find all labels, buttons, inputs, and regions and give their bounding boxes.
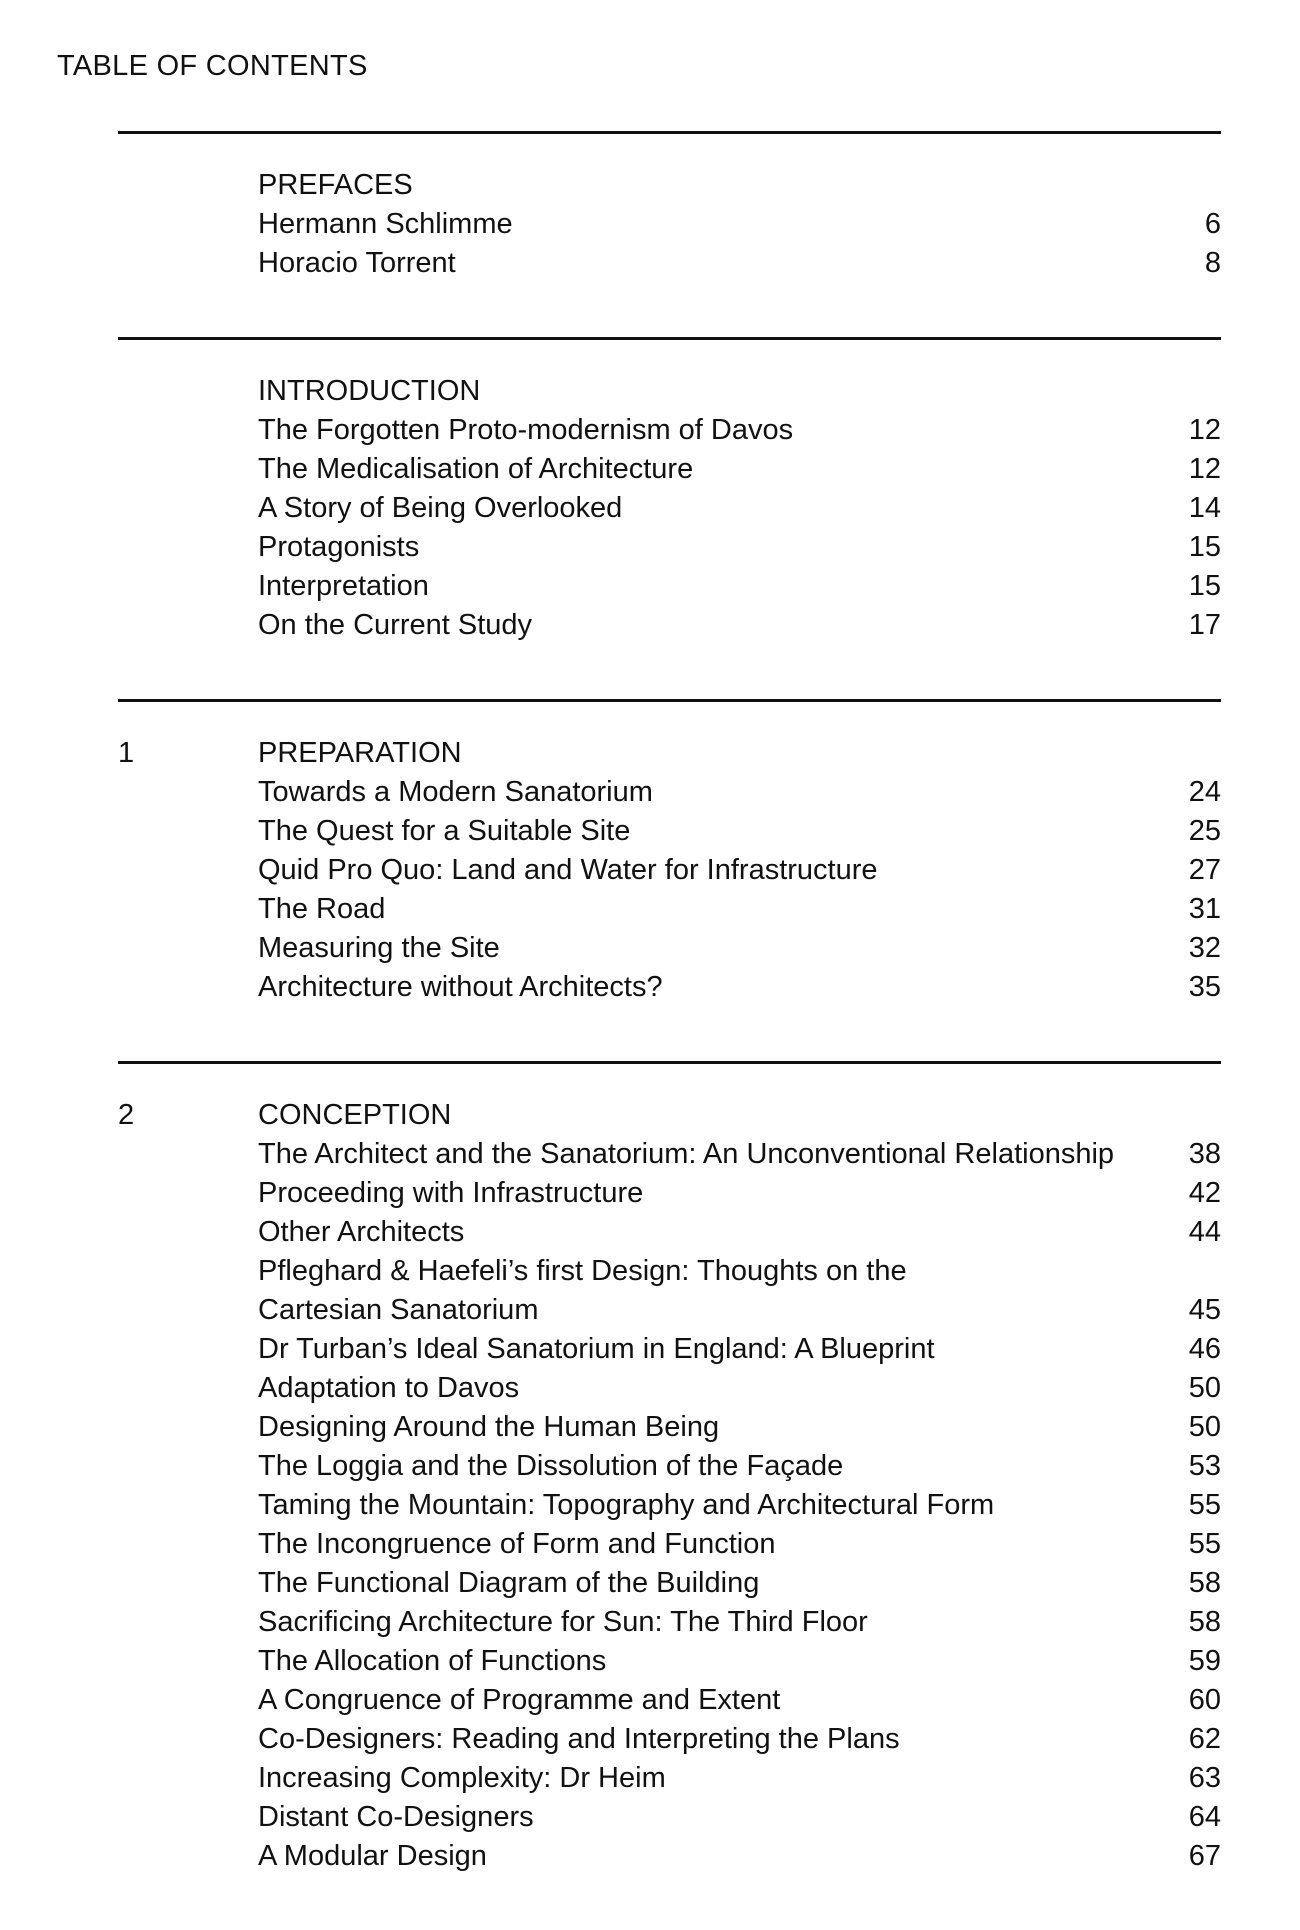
- entry-title: Designing Around the Human Being: [258, 1411, 720, 1443]
- entry-page-number: 60: [1188, 1684, 1221, 1716]
- section-number: [118, 166, 258, 205]
- toc-entry[interactable]: [118, 244, 1221, 283]
- section-title: PREPARATION: [258, 737, 462, 769]
- toc-entry[interactable]: [118, 929, 1221, 968]
- entry-title: Other Architects: [258, 1216, 465, 1248]
- section-number: 1: [118, 737, 135, 769]
- section-title: PREFACES: [258, 169, 413, 201]
- section-number: [118, 372, 258, 411]
- entry-title: Measuring the Site: [258, 932, 500, 964]
- entry-title: The Allocation of Functions: [258, 1645, 607, 1677]
- toc-entry[interactable]: [118, 968, 1221, 1007]
- toc-entry[interactable]: [118, 411, 1221, 450]
- entry-page-number: 55: [1188, 1489, 1221, 1521]
- toc-entry[interactable]: [118, 606, 1221, 645]
- entry-title: Architecture without Architects?: [258, 971, 663, 1003]
- entry-page-number: 8: [1204, 247, 1221, 279]
- entry-title: Proceeding with Infrastructure: [258, 1177, 644, 1209]
- entry-page-number: 25: [1188, 815, 1221, 847]
- entry-page-number: 50: [1188, 1411, 1221, 1443]
- toc-section-preparation: [118, 699, 1221, 1061]
- toc-section-introduction: [118, 337, 1221, 699]
- toc-entry[interactable]: [118, 1330, 1221, 1369]
- entry-title: Increasing Complexity: Dr Heim: [258, 1762, 666, 1794]
- toc-entry[interactable]: [118, 1369, 1221, 1408]
- table-of-contents: [118, 131, 1221, 1930]
- toc-section-conception: [118, 1061, 1221, 1930]
- toc-entry[interactable]: [118, 1642, 1221, 1681]
- toc-entry[interactable]: [118, 1681, 1221, 1720]
- entry-page-number: 59: [1188, 1645, 1221, 1677]
- section-heading: [118, 166, 1221, 205]
- entry-title: Quid Pro Quo: Land and Water for Infrastructure: [258, 854, 878, 886]
- toc-entry[interactable]: [118, 851, 1221, 890]
- entry-title: The Architect and the Sanatorium: An Unconventional Relationship: [258, 1138, 1115, 1170]
- entry-title: Sacrificing Architecture for Sun: The Third Floor: [258, 1606, 868, 1638]
- toc-entry[interactable]: [118, 1837, 1221, 1876]
- entry-page-number: 55: [1188, 1528, 1221, 1560]
- entry-title: The Quest for a Suitable Site: [258, 815, 631, 847]
- entry-title: The Incongruence of Form and Function: [258, 1528, 776, 1560]
- entry-page-number: 67: [1188, 1840, 1221, 1872]
- entry-title: Pfleghard & Haefeli’s first Design: Thoughts on the Cartesian Sanatorium: [258, 1255, 907, 1326]
- toc-entry[interactable]: [118, 1720, 1221, 1759]
- entry-page-number: 15: [1188, 570, 1221, 602]
- entry-page-number: 24: [1188, 776, 1221, 808]
- entry-page-number: 42: [1188, 1177, 1221, 1209]
- entry-page-number: 58: [1188, 1606, 1221, 1638]
- entry-page-number: 32: [1188, 932, 1221, 964]
- entry-page-number: 63: [1188, 1762, 1221, 1794]
- toc-entry[interactable]: [118, 812, 1221, 851]
- toc-entry[interactable]: [118, 1135, 1221, 1174]
- entry-page-number: 15: [1188, 531, 1221, 563]
- entry-page-number: 12: [1188, 453, 1221, 485]
- entry-page-number: 31: [1188, 893, 1221, 925]
- toc-entry[interactable]: [118, 567, 1221, 606]
- toc-entry[interactable]: [118, 1759, 1221, 1798]
- toc-entry[interactable]: [118, 1798, 1221, 1837]
- toc-entry[interactable]: [118, 1564, 1221, 1603]
- entry-title: The Medicalisation of Architecture: [258, 453, 694, 485]
- entry-page-number: 44: [1188, 1216, 1221, 1248]
- entry-page-number: 50: [1188, 1372, 1221, 1404]
- section-title: INTRODUCTION: [258, 375, 481, 407]
- toc-entry[interactable]: [118, 489, 1221, 528]
- entry-title: The Loggia and the Dissolution of the Façade: [258, 1450, 844, 1482]
- entry-page-number: 6: [1204, 208, 1221, 240]
- toc-entry[interactable]: [118, 1486, 1221, 1525]
- toc-entry[interactable]: [118, 1603, 1221, 1642]
- toc-entry[interactable]: [118, 1174, 1221, 1213]
- toc-entry[interactable]: [118, 1408, 1221, 1447]
- entry-title: The Forgotten Proto-modernism of Davos: [258, 414, 794, 446]
- section-title: CONCEPTION: [258, 1099, 452, 1131]
- entry-title: Distant Co-Designers: [258, 1801, 534, 1833]
- section-heading: [118, 734, 1221, 773]
- entry-title: Protagonists: [258, 531, 420, 563]
- entry-page-number: 14: [1188, 492, 1221, 524]
- entry-title: Dr Turban’s Ideal Sanatorium in England: A Blueprint: [258, 1333, 935, 1365]
- entry-title: Taming the Mountain: Topography and Architectural Form: [258, 1489, 995, 1521]
- entry-page-number: 12: [1188, 414, 1221, 446]
- entry-title: A Modular Design: [258, 1840, 487, 1872]
- entry-page-number: 27: [1188, 854, 1221, 886]
- entry-title: On the Current Study: [258, 609, 533, 641]
- entry-title: A Congruence of Programme and Extent: [258, 1684, 781, 1716]
- toc-entry[interactable]: [118, 205, 1221, 244]
- entry-page-number: 46: [1188, 1333, 1221, 1365]
- entry-title: A Story of Being Overlooked: [258, 492, 623, 524]
- entry-title: The Functional Diagram of the Building: [258, 1567, 760, 1599]
- toc-section-prefaces: [118, 131, 1221, 337]
- toc-entry[interactable]: [118, 1213, 1221, 1252]
- toc-entry[interactable]: [118, 773, 1221, 812]
- toc-entry[interactable]: [118, 1525, 1221, 1564]
- entry-title: Co-Designers: Reading and Interpreting the Plans: [258, 1723, 900, 1755]
- toc-entry[interactable]: [118, 890, 1221, 929]
- entry-page-number: 64: [1188, 1801, 1221, 1833]
- entry-title: Towards a Modern Sanatorium: [258, 776, 653, 808]
- section-heading: [118, 372, 1221, 411]
- entry-title: Horacio Torrent: [258, 247, 456, 279]
- entry-page-number: 62: [1188, 1723, 1221, 1755]
- entry-title: Adaptation to Davos: [258, 1372, 520, 1404]
- entry-title: The Road: [258, 893, 386, 925]
- entry-title: Interpretation: [258, 570, 429, 602]
- entry-page-number: 45: [1188, 1294, 1221, 1326]
- toc-entry[interactable]: [118, 528, 1221, 567]
- toc-entry[interactable]: [118, 1252, 1221, 1330]
- section-number: 2: [118, 1099, 135, 1131]
- entry-page-number: 58: [1188, 1567, 1221, 1599]
- entry-page-number: 35: [1188, 971, 1221, 1003]
- page-title: TABLE OF CONTENTS: [57, 50, 368, 82]
- toc-entry[interactable]: [118, 450, 1221, 489]
- section-heading: [118, 1096, 1221, 1135]
- entry-page-number: 17: [1188, 609, 1221, 641]
- entry-page-number: 38: [1188, 1138, 1221, 1170]
- entry-title: Hermann Schlimme: [258, 208, 513, 240]
- toc-entry[interactable]: [118, 1447, 1221, 1486]
- entry-page-number: 53: [1188, 1450, 1221, 1482]
